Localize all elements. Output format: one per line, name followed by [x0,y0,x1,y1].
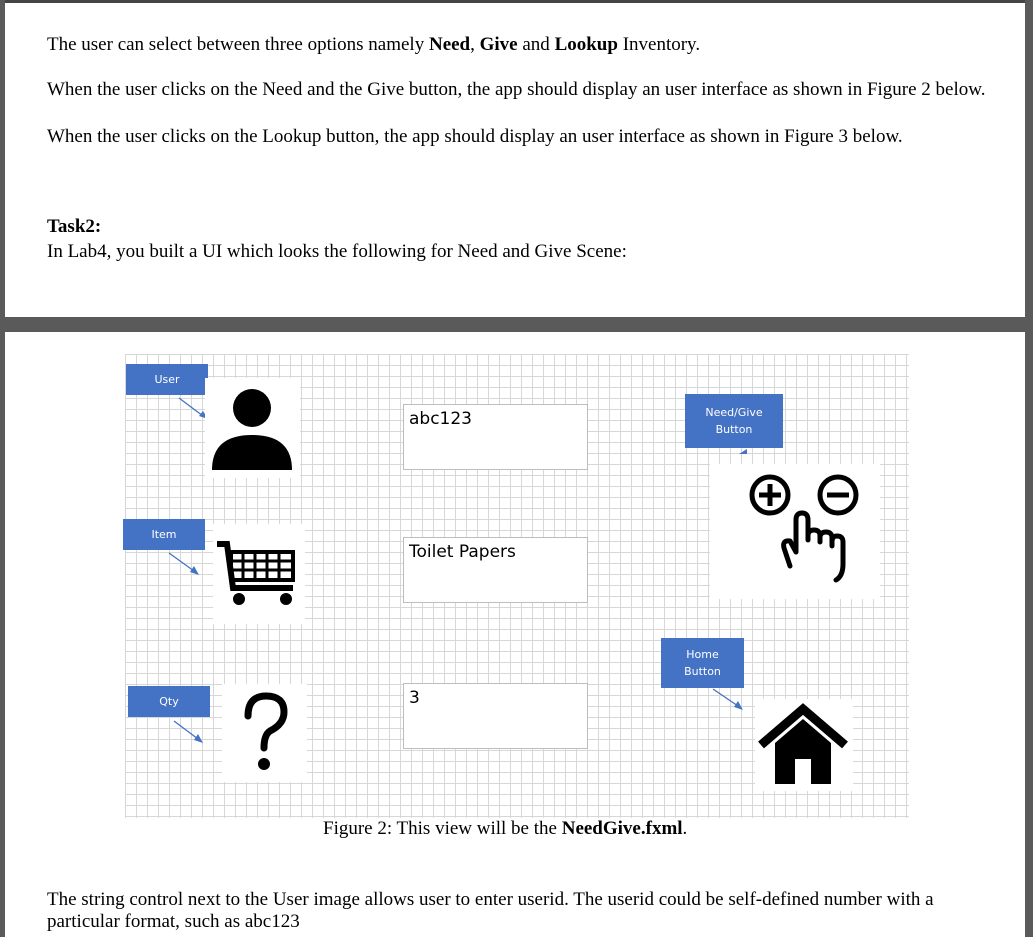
person-icon [205,378,300,478]
caption-text: . [682,818,688,839]
pointer-arrow-icon [170,717,210,747]
separator: and [517,34,555,55]
item-label: Item [123,519,205,550]
task-text: In Lab4, you built a UI which looks the following for Need and Give Scene: [47,241,627,262]
document-page-2 [5,332,1025,937]
intro-text: The user can select between three options namely [47,34,429,55]
plus-minus-hand-icon [710,464,880,599]
give-keyword: Give [479,34,518,55]
home-button-label [661,638,744,688]
qty-field[interactable]: 3 [403,683,588,749]
lookup-paragraph: When the user clicks on the Lookup button, the app should display an user interface as shown in Figure 3 below. [47,126,903,147]
qty-label: Qty [128,686,210,717]
home-icon [755,699,853,791]
label-line: Need/Give [705,406,763,419]
shopping-cart-icon [213,524,305,624]
pointer-arrow-icon [710,686,750,716]
question-mark-icon [222,684,307,782]
pointer-arrow-icon [737,448,751,456]
task-heading: Task2: [47,216,102,237]
label-line: Button [715,423,753,436]
label-line: Button [684,665,721,678]
caption-text: Figure 2: This view will be the [323,818,562,839]
lookup-keyword: Lookup [554,34,618,55]
intro-paragraph [47,34,700,56]
label-line: Home [686,648,719,661]
caption-filename: NeedGive.fxml [561,818,683,839]
item-field[interactable]: Toilet Papers [403,537,588,603]
need-keyword: Need [428,34,471,55]
user-label: User [126,364,208,395]
figure-2-mockup [125,354,909,818]
need-give-paragraph: When the user clicks on the Need and the Give button, the app should display an user interface as shown in Figure 2 below. [47,79,986,100]
userid-paragraph: The string control next to the User image allows user to enter userid. The userid could be self-defined number with a particular format, such as abc123 [47,889,934,932]
need-give-button-label [685,394,783,448]
figure-caption [323,818,687,840]
separator: , [470,34,480,55]
document-page-1 [5,0,1025,317]
intro-text: Inventory. [617,34,701,55]
user-id-field[interactable]: abc123 [403,404,588,470]
pointer-arrow-icon [165,549,205,579]
